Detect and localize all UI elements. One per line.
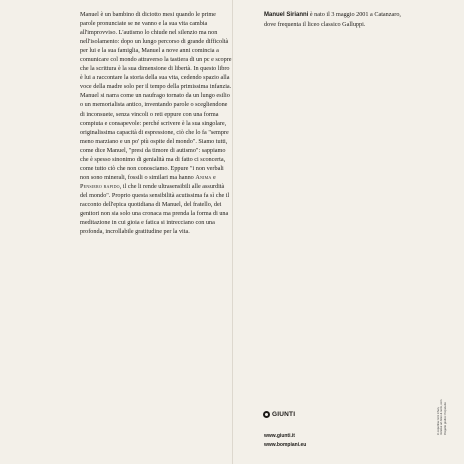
author-bio (264, 10, 414, 29)
giunti-logo-icon (263, 411, 270, 418)
publisher-links (264, 432, 306, 450)
author-bio-text: è nato il 3 maggio 2001 a Catanzaro, dove frequenta il liceo classico Galluppi. (264, 11, 401, 28)
synopsis-part-2: e (211, 173, 216, 181)
credits-line-1: In copertina: Eric Chan, (437, 406, 440, 435)
link-giunti[interactable]: www.giunti.it (264, 433, 295, 439)
link-bompiani[interactable]: www.bompiani.eu (264, 442, 307, 448)
synopsis-term-pensiero: Pensiero rapido (80, 182, 120, 190)
synopsis-part-3: , il che li rende ultrasensibili alle assurdità del mondo". Proprio questa sensibilità acutissima fa sì che il racconto dell'epica quotidiana di Manuel, del fratello, dei genitori non sia solo una cronaca ma prenda la forma di una meditazione in cui gioia e fatica si intrecciano con una profonda, incrollabile gratitudine per la vita. (80, 182, 230, 236)
credits-line-3: Progetto grafico: Polystudio (443, 402, 447, 435)
author-name: Manuel Sirianni (264, 12, 309, 18)
publisher-logo-text: GIUNTI (272, 411, 296, 418)
publisher-logo (263, 411, 295, 418)
synopsis-term-anima: Anima (195, 173, 212, 181)
synopsis-text (80, 10, 232, 236)
synopsis-paragraph (80, 10, 232, 236)
cover-credits (437, 400, 447, 435)
credits-line-2: minimal art Allen & nomi, com (440, 399, 444, 435)
cover-fold-line (232, 0, 233, 464)
synopsis-part-1: Manuel è un bambino di diciotto mesi quando le prime parole pronunciate se ne vanno e la sua vita cambia all'improvviso. L'autismo lo chiude nel silenzio ma non nell'isolamento: dopo un lungo percorso di grande difficoltà per lui e la sua famiglia, Manuel a nove anni comincia a comunicare col mondo attraverso la tastiera di un pc e scopre che la scrittura è la sua dimensione di libertà. In questo libro è lui a raccontare la storia della sua vita, cedendo spazio alla voce della madre solo per il tempo della primissima infanzia. Manuel si narra come un naufrago tornato da un lungo esilio o un memorialista antico, inventando parole o scegliendone di inconsuete, senza vincoli o reti eppure con una forma compiuta e consapevole: perché scrivere è la sua singolare, originalissima capacità di espressione, ciò che lo fa "sempre meno marziano e un po' più ospite del mondo". Siamo tutti, come dice Manuel, "presi da timore di autismo": sappiamo che è spesso sinonimo di genialità ma di fatto ci sconcerta, come tutto ciò che non conosciamo. Eppure "i non verbali non sono minerali, fossili o similari ma hanno (80, 11, 232, 181)
